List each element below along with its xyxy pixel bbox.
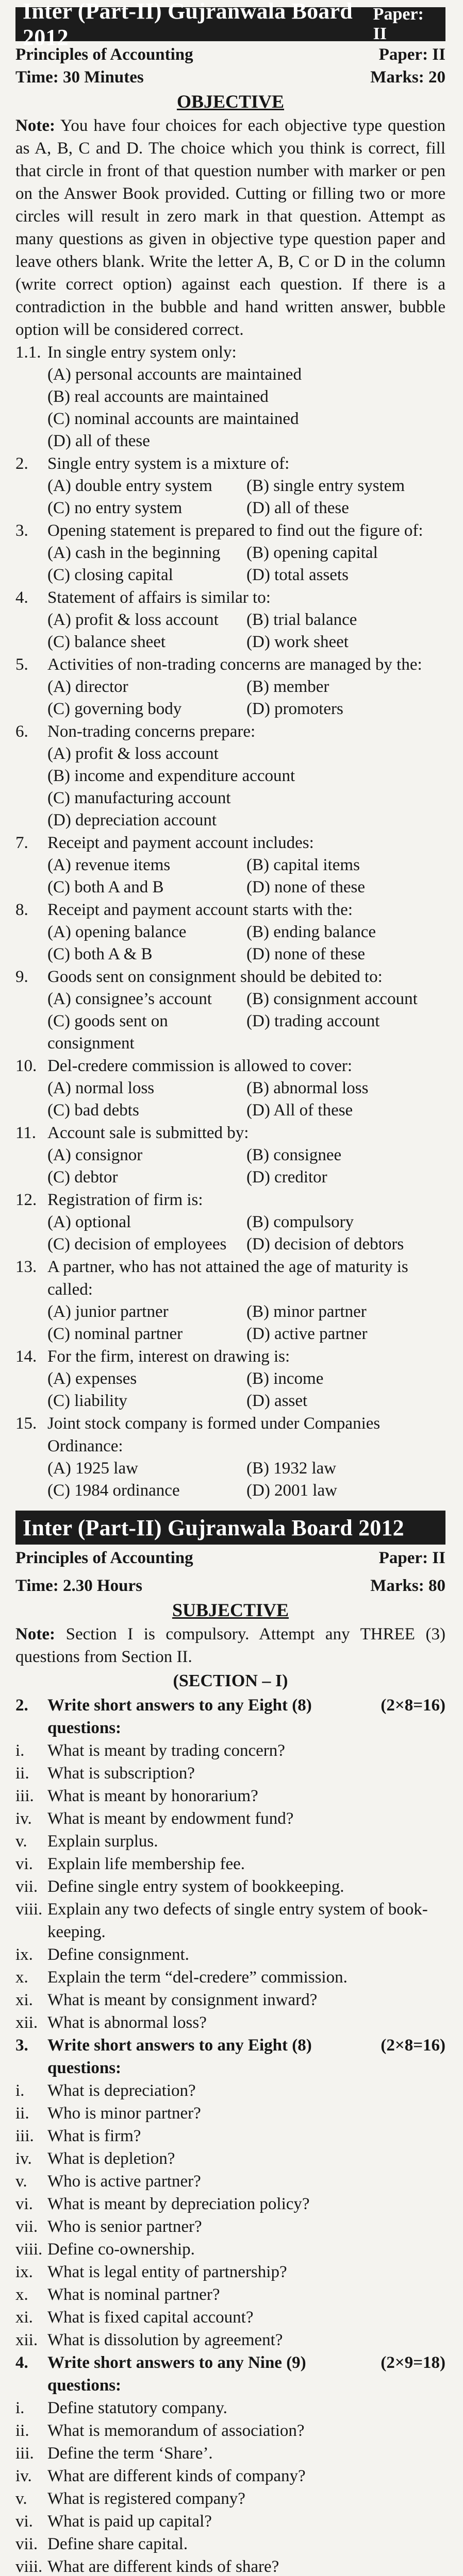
item-numeral: viii. — [15, 1900, 43, 1919]
item-numeral: xi. — [15, 1991, 33, 2009]
item-numeral: iv. — [15, 2467, 32, 2485]
objective-note — [15, 114, 445, 341]
mcq-option: (C) both A and B — [47, 878, 164, 896]
question-number: 11. — [15, 1124, 37, 1142]
item-text: What are different kinds of company? — [47, 2467, 306, 2485]
question-number: 12. — [15, 1191, 37, 1209]
mcq-option: (B) ending balance — [246, 923, 376, 941]
item-text: What is meant by honorarium? — [47, 1787, 258, 1805]
question-text: A partner, who has not attained the age of maturity is called: — [47, 1258, 408, 1299]
question-text: Joint stock company is formed under Companies Ordinance: — [47, 1414, 381, 1455]
short-question-item — [15, 2533, 445, 2555]
mcq-options — [15, 854, 445, 899]
item-numeral: iii. — [15, 2444, 34, 2463]
question-number: 1.1. — [15, 343, 41, 362]
item-numeral: viii. — [15, 2240, 43, 2259]
item-numeral: i. — [15, 1741, 25, 1760]
mcq-option: (D) trading account — [246, 1012, 380, 1030]
item-numeral: iv. — [15, 2149, 32, 2168]
short-question-item — [15, 1898, 445, 1943]
question-number: 14. — [15, 1347, 37, 1366]
mcq-option: (C) nominal partner — [47, 1325, 183, 1343]
mcq-question — [15, 1256, 445, 1301]
question-number: 10. — [15, 1057, 37, 1075]
mcq-option: (C) closing capital — [47, 566, 173, 584]
mcq-option: (B) opening capital — [246, 544, 378, 562]
short-question-item — [15, 2465, 445, 2487]
mcq-option: (A) opening balance — [47, 923, 187, 941]
mcq-question — [15, 899, 445, 921]
short-question-item — [15, 2419, 445, 2442]
mcq-options — [15, 1301, 445, 1345]
item-numeral: vi. — [15, 2512, 33, 2531]
question-marks: (2×8=16) — [381, 2036, 445, 2055]
time-row — [15, 1574, 445, 1597]
item-numeral: vi. — [15, 1855, 33, 1873]
mcq-option: (A) personal accounts are maintained — [47, 365, 302, 384]
subjective-note — [15, 1623, 445, 1668]
question-number: 3. — [15, 521, 28, 540]
item-numeral: xii. — [15, 2331, 38, 2349]
mcq-option: (C) both A & B — [47, 945, 153, 963]
paper-label: Paper: II — [378, 45, 445, 64]
note-label: Note: — [15, 1625, 55, 1643]
mcq-question — [15, 653, 445, 676]
short-question-group — [15, 1694, 445, 1739]
short-question-item — [15, 2238, 445, 2261]
item-text: What is abnormal loss? — [47, 2013, 207, 2032]
mcq-option: (C) balance sheet — [47, 633, 166, 651]
subjective-banner — [15, 1511, 445, 1545]
question-text: In single entry system only: — [47, 343, 237, 362]
item-text: What is meant by depreciation policy? — [47, 2195, 310, 2213]
short-question-item — [15, 2079, 445, 2102]
short-question-item — [15, 2011, 445, 2034]
mcq-option: (B) trial balance — [246, 611, 357, 629]
short-question-item — [15, 1989, 445, 2011]
item-text: What is memorandum of association? — [47, 2421, 305, 2440]
short-question-item — [15, 2442, 445, 2465]
item-text: What is meant by endowment fund? — [47, 1809, 294, 1828]
item-text: Who is active partner? — [47, 2172, 201, 2191]
mcq-question — [15, 1055, 445, 1077]
short-question-item — [15, 1875, 445, 1898]
item-numeral: x. — [15, 2285, 28, 2304]
short-question-group — [15, 2034, 445, 2079]
item-text: Who is senior partner? — [47, 2217, 202, 2236]
short-question-item — [15, 2306, 445, 2329]
mcq-option: (B) member — [246, 677, 329, 696]
mcq-option: (A) expenses — [47, 1369, 137, 1388]
mcq-option: (D) all of these — [47, 432, 150, 450]
total-marks: Marks: 20 — [370, 68, 445, 87]
question-title: Write short answers to any Eight (8) questions: — [47, 1696, 312, 1737]
mcq-option: (D) depreciation account — [47, 811, 217, 829]
question-number: 3. — [15, 2036, 28, 2055]
mcq-option: (A) consignor — [47, 1146, 143, 1164]
section-1-heading: (SECTION – I) — [173, 1671, 288, 1690]
item-numeral: iii. — [15, 2127, 34, 2145]
mcq-option: (C) decision of employees — [47, 1235, 227, 1253]
question-marks: (2×8=16) — [381, 1696, 445, 1715]
short-questions — [15, 1694, 445, 2576]
item-text: Explain any two defects of single entry system of book-keeping. — [47, 1900, 428, 1941]
mcq-option: (B) 1932 law — [246, 1459, 337, 1478]
item-text: What is registered company? — [47, 2489, 245, 2508]
short-question-group — [15, 2351, 445, 2397]
question-number: 2. — [15, 454, 28, 473]
mcq-option: (A) double entry system — [47, 477, 212, 495]
mcq-option: (A) normal loss — [47, 1079, 155, 1097]
short-question-item — [15, 1966, 445, 1989]
short-question-item — [15, 2102, 445, 2125]
mcq-option: (C) goods sent on consignment — [47, 1012, 168, 1053]
short-question-item — [15, 2125, 445, 2147]
short-question-item — [15, 2329, 445, 2351]
item-numeral: vii. — [15, 2217, 38, 2236]
question-text: Goods sent on consignment should be debited to: — [47, 968, 383, 986]
mcq-option: (B) consignment account — [246, 990, 418, 1008]
question-text: Account sale is submitted by: — [47, 1124, 249, 1142]
short-question-item — [15, 2397, 445, 2419]
item-text: Define statutory company. — [47, 2399, 227, 2417]
mcq-option: (D) asset — [246, 1392, 308, 1410]
mcq-option: (B) income and expenditure account — [47, 767, 295, 785]
question-number: 7. — [15, 834, 28, 852]
short-question-item — [15, 2283, 445, 2306]
note-text: Section I is compulsory. Attempt any THREE (3) questions from Section II. — [15, 1625, 445, 1666]
mcq-options — [15, 609, 445, 653]
short-question-item — [15, 2193, 445, 2215]
mcq-options — [15, 921, 445, 965]
item-numeral: v. — [15, 2172, 27, 2191]
question-number: 15. — [15, 1414, 37, 1433]
short-question-item — [15, 2487, 445, 2510]
item-text: Define single entry system of bookkeeping. — [47, 1877, 344, 1896]
mcq-question — [15, 1189, 445, 1211]
mcq-option: (D) total assets — [246, 566, 349, 584]
item-text: What is meant by trading concern? — [47, 1741, 285, 1760]
short-question-item — [15, 1785, 445, 1807]
mcq-question — [15, 965, 445, 988]
subject-row — [15, 1547, 445, 1569]
time-row — [15, 66, 445, 89]
question-text: Statement of affairs is similar to: — [47, 588, 271, 607]
short-question-item — [15, 2555, 445, 2576]
short-question-item — [15, 1943, 445, 1966]
item-text: Explain the term “del-credere” commission. — [47, 1968, 348, 1987]
item-numeral: xii. — [15, 2013, 38, 2032]
item-text: Who is minor partner? — [47, 2104, 201, 2123]
item-numeral: i. — [15, 2399, 25, 2417]
item-text: Define consignment. — [47, 1945, 189, 1964]
question-marks: (2×9=18) — [381, 2353, 445, 2372]
question-text: Receipt and payment account includes: — [47, 834, 314, 852]
mcq-option: (C) manufacturing account — [47, 789, 231, 807]
mcq-option: (A) cash in the beginning — [47, 544, 221, 562]
objective-banner — [15, 0, 445, 50]
mcq-option: (B) income — [246, 1369, 324, 1388]
item-text: Define the term ‘Share’. — [47, 2444, 213, 2463]
mcq-option: (B) minor partner — [246, 1302, 367, 1321]
item-text: What is subscription? — [47, 1764, 195, 1783]
mcq-option: (A) junior partner — [47, 1302, 169, 1321]
item-numeral: ii. — [15, 2104, 29, 2123]
mcq-options — [15, 542, 445, 586]
mcq-option: (D) all of these — [246, 499, 349, 517]
subject-name: Principles of Accounting — [15, 1549, 193, 1567]
item-numeral: iv. — [15, 1809, 32, 1828]
mcq-option: (C) nominal accounts are maintained — [47, 410, 299, 428]
mcq-option: (C) governing body — [47, 700, 182, 718]
mcq-option: (C) bad debts — [47, 1101, 139, 1120]
mcq-option: (D) promoters — [246, 700, 343, 718]
item-text: What is paid up capital? — [47, 2512, 212, 2531]
mcq-options — [15, 743, 445, 832]
mcq-option: (D) active partner — [246, 1325, 368, 1343]
item-text: Explain life membership fee. — [47, 1855, 245, 1873]
mcq-option: (B) single entry system — [246, 477, 405, 495]
item-text: What is legal entity of partnership? — [47, 2263, 287, 2281]
mcq-options — [15, 1144, 445, 1189]
question-text: Del-credere commission is allowed to cover: — [47, 1057, 353, 1075]
item-numeral: iii. — [15, 1787, 34, 1805]
banner-title: Inter (Part-II) Gujranwala Board 2012 — [23, 1515, 404, 1540]
mcq-option: (D) none of these — [246, 945, 366, 963]
question-number: 8. — [15, 901, 28, 919]
item-numeral: vii. — [15, 2535, 38, 2553]
mcq-question — [15, 586, 445, 609]
mcq-list — [15, 341, 445, 1503]
item-text: Define co-ownership. — [47, 2240, 195, 2259]
item-numeral: ii. — [15, 1764, 29, 1783]
subjective-heading: SUBJECTIVE — [172, 1600, 289, 1620]
banner-paper: Paper: II — [373, 5, 424, 43]
mcq-options — [15, 1458, 445, 1502]
mcq-question — [15, 832, 445, 854]
item-numeral: x. — [15, 1968, 28, 1987]
short-question-item — [15, 1762, 445, 1785]
item-text: Define share capital. — [47, 2535, 188, 2553]
mcq-option: (D) 2001 law — [246, 1481, 337, 1500]
mcq-option: (A) consignee’s account — [47, 990, 212, 1008]
mcq-option: (C) 1984 ordinance — [47, 1481, 180, 1500]
mcq-options — [15, 1211, 445, 1256]
question-title: Write short answers to any Eight (8) questions: — [47, 2036, 312, 2077]
mcq-options — [15, 475, 445, 519]
item-numeral: ix. — [15, 2263, 33, 2281]
mcq-option: (A) 1925 law — [47, 1459, 138, 1478]
item-text: What is depletion? — [47, 2149, 175, 2168]
mcq-option: (A) profit & loss account — [47, 611, 219, 629]
banner-title: Inter (Part-II) Gujranwala Board 2012 — [23, 0, 353, 50]
mcq-option: (D) creditor — [246, 1168, 327, 1187]
mcq-option: (C) no entry system — [47, 499, 183, 517]
short-question-item — [15, 2261, 445, 2283]
question-text: For the firm, interest on drawing is: — [47, 1347, 290, 1366]
question-number: 4. — [15, 588, 28, 607]
short-question-item — [15, 2147, 445, 2170]
item-numeral: vii. — [15, 1877, 38, 1896]
mcq-option: (B) consignee — [246, 1146, 342, 1164]
paper-label: Paper: II — [378, 1549, 445, 1567]
question-number: 13. — [15, 1258, 37, 1276]
short-question-item — [15, 1853, 445, 1875]
mcq-question — [15, 452, 445, 475]
item-text: Explain surplus. — [47, 1832, 158, 1851]
mcq-options — [15, 676, 445, 720]
short-question-item — [15, 2170, 445, 2193]
time-allowed: Time: 30 Minutes — [15, 68, 144, 87]
item-text: What is firm? — [47, 2127, 141, 2145]
mcq-option: (A) director — [47, 677, 128, 696]
question-text: Opening statement is prepared to find out the figure of: — [47, 521, 423, 540]
mcq-question — [15, 720, 445, 743]
question-number: 2. — [15, 1696, 28, 1715]
mcq-question — [15, 1412, 445, 1458]
mcq-options — [15, 988, 445, 1055]
mcq-option: (B) real accounts are maintained — [47, 387, 269, 406]
mcq-option: (D) All of these — [246, 1101, 353, 1120]
mcq-option: (A) revenue items — [47, 856, 171, 874]
item-text: What is fixed capital account? — [47, 2308, 254, 2327]
item-numeral: i. — [15, 2081, 25, 2100]
mcq-option: (A) optional — [47, 1213, 131, 1231]
short-question-item — [15, 2215, 445, 2238]
question-text: Registration of firm is: — [47, 1191, 203, 1209]
total-marks: Marks: 80 — [370, 1577, 445, 1595]
mcq-options — [15, 1077, 445, 1122]
objective-heading: OBJECTIVE — [176, 91, 285, 112]
mcq-options — [15, 1368, 445, 1412]
item-text: What is dissolution by agreement? — [47, 2331, 283, 2349]
item-numeral: xi. — [15, 2308, 33, 2327]
subjective-sheet — [0, 1503, 463, 2576]
question-text: Non-trading concerns prepare: — [47, 722, 256, 741]
item-text: What is nominal partner? — [47, 2285, 220, 2304]
question-text: Activities of non-trading concerns are managed by the: — [47, 655, 422, 674]
mcq-option: (D) work sheet — [246, 633, 349, 651]
mcq-option: (B) capital items — [246, 856, 360, 874]
question-number: 4. — [15, 2353, 28, 2372]
mcq-question — [15, 1345, 445, 1368]
short-question-item — [15, 1830, 445, 1853]
mcq-question — [15, 341, 445, 364]
mcq-option: (A) profit & loss account — [47, 744, 219, 763]
item-numeral: v. — [15, 2489, 27, 2508]
question-number: 9. — [15, 968, 28, 986]
item-text: What is depreciation? — [47, 2081, 196, 2100]
short-question-item — [15, 1807, 445, 1830]
mcq-question — [15, 519, 445, 542]
item-text: What are different kinds of share? — [47, 2557, 279, 2576]
mcq-option: (B) abnormal loss — [246, 1079, 369, 1097]
mcq-option: (B) compulsory — [246, 1213, 354, 1231]
time-allowed: Time: 2.30 Hours — [15, 1577, 142, 1595]
item-text: What is meant by consignment inward? — [47, 1991, 318, 2009]
item-numeral: ii. — [15, 2421, 29, 2440]
mcq-question — [15, 1122, 445, 1144]
mcq-options — [15, 364, 445, 452]
item-numeral: viii. — [15, 2557, 43, 2576]
note-text: You have four choices for each objective type question as A, B, C and D. The choice which you think is correct, fill that circle in front of that question number with marker or pen on the Answer Book provided. Cutting or filling two or more circles will result in zero mark in that question. Attempt as many questions as given in objective type question paper and leave others blank. Write the letter A, B, C or D in the column (write correct option) against each question. If there is a contradiction in the bubble and hand written answer, bubble option will be considered correct. — [15, 116, 445, 339]
question-number: 5. — [15, 655, 28, 674]
question-number: 6. — [15, 722, 28, 741]
question-title: Write short answers to any Nine (9) questions: — [47, 2353, 306, 2395]
mcq-option: (C) liability — [47, 1392, 127, 1410]
question-text: Single entry system is a mixture of: — [47, 454, 290, 473]
note-label: Note: — [15, 116, 55, 135]
short-question-item — [15, 2510, 445, 2533]
item-numeral: ix. — [15, 1945, 33, 1964]
question-text: Receipt and payment account starts with the: — [47, 901, 353, 919]
mcq-option: (D) none of these — [246, 878, 366, 896]
mcq-option: (D) decision of debtors — [246, 1235, 404, 1253]
subject-name: Principles of Accounting — [15, 45, 193, 64]
mcq-option: (C) debtor — [47, 1168, 118, 1187]
short-question-item — [15, 1739, 445, 1762]
item-numeral: v. — [15, 1832, 27, 1851]
item-numeral: vi. — [15, 2195, 33, 2213]
